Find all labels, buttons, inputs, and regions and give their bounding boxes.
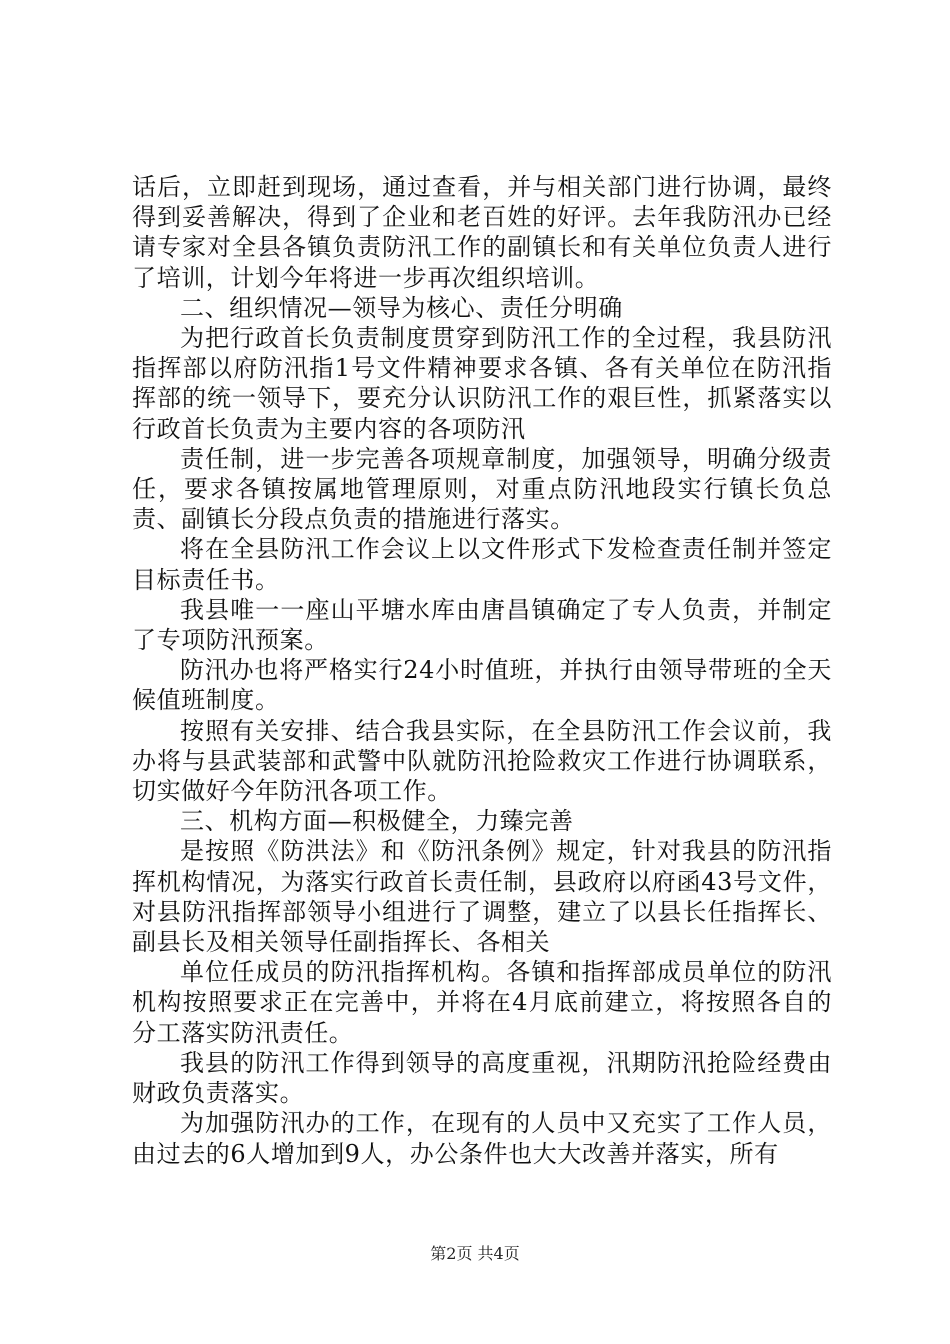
section-heading-institutions: 三、机构方面—积极健全，力臻完善 — [180, 807, 574, 836]
document-body — [132, 172, 832, 1169]
paragraph: 责任制，进一步完善各项规章制度，加强领导，明确分级责任，要求各镇按属地管理原则，对重点防汛地段实行镇长负总责、副镇长分段点负责的措施进行落实。 — [132, 444, 832, 534]
page-number-footer: 第2页 共4页 — [430, 1244, 520, 1263]
paragraph: 防汛办也将严格实行24小时值班，并执行由领导带班的全天候值班制度。 — [132, 656, 832, 715]
paragraph: 我县唯一一座山平塘水库由唐昌镇确定了专人负责，并制定了专项防汛预案。 — [132, 595, 832, 655]
paragraph: 按照有关安排、结合我县实际，在全县防汛工作会议前，我办将与县武装部和武警中队就防汛抢险救灾工作进行协调联系，切实做好今年防汛各项工作。 — [132, 716, 832, 806]
paragraph: 为把行政首长负责制度贯穿到防汛工作的全过程，我县防汛指挥部以府防汛指1号文件精神要求各镇、各有关单位在防汛指挥部的统一领导下，要充分认识防汛工作的艰巨性，抓紧落实以行政首长负责为主要内容的各项防汛 — [132, 324, 832, 443]
section-heading-organization: 二、组织情况—领导为核心、责任分明确 — [180, 293, 623, 322]
paragraph: 单位任成员的防汛指挥机构。各镇和指挥部成员单位的防汛机构按照要求正在完善中，并将在4月底前建立，将按照各自的分工落实防汛责任。 — [132, 958, 832, 1047]
paragraph-continuation: 话后，立即赶到现场，通过查看，并与相关部门进行协调，最终得到妥善解决，得到了企业和老百姓的好评。去年我防汛办已经请专家对全县各镇负责防汛工作的副镇长和有关单位负责人进行了培训，计划今年将进一步再次组织培训。 — [132, 173, 832, 292]
paragraph: 我县的防汛工作得到领导的高度重视，汛期防汛抢险经费由财政负责落实。 — [132, 1048, 832, 1108]
paragraph: 将在全县防汛工作会议上以文件形式下发检查责任制并签定目标责任书。 — [132, 535, 832, 594]
paragraph: 是按照《防洪法》和《防汛条例》规定，针对我县的防汛指挥机构情况，为落实行政首长责任制，县政府以府函43号文件，对县防汛指挥部领导小组进行了调整，建立了以县长任指挥长、副县长及相关领导任副指挥长、各相关 — [132, 837, 832, 957]
paragraph: 为加强防汛办的工作，在现有的人员中又充实了工作人员，由过去的6人增加到9人，办公条件也大大改善并落实，所有 — [132, 1109, 832, 1168]
